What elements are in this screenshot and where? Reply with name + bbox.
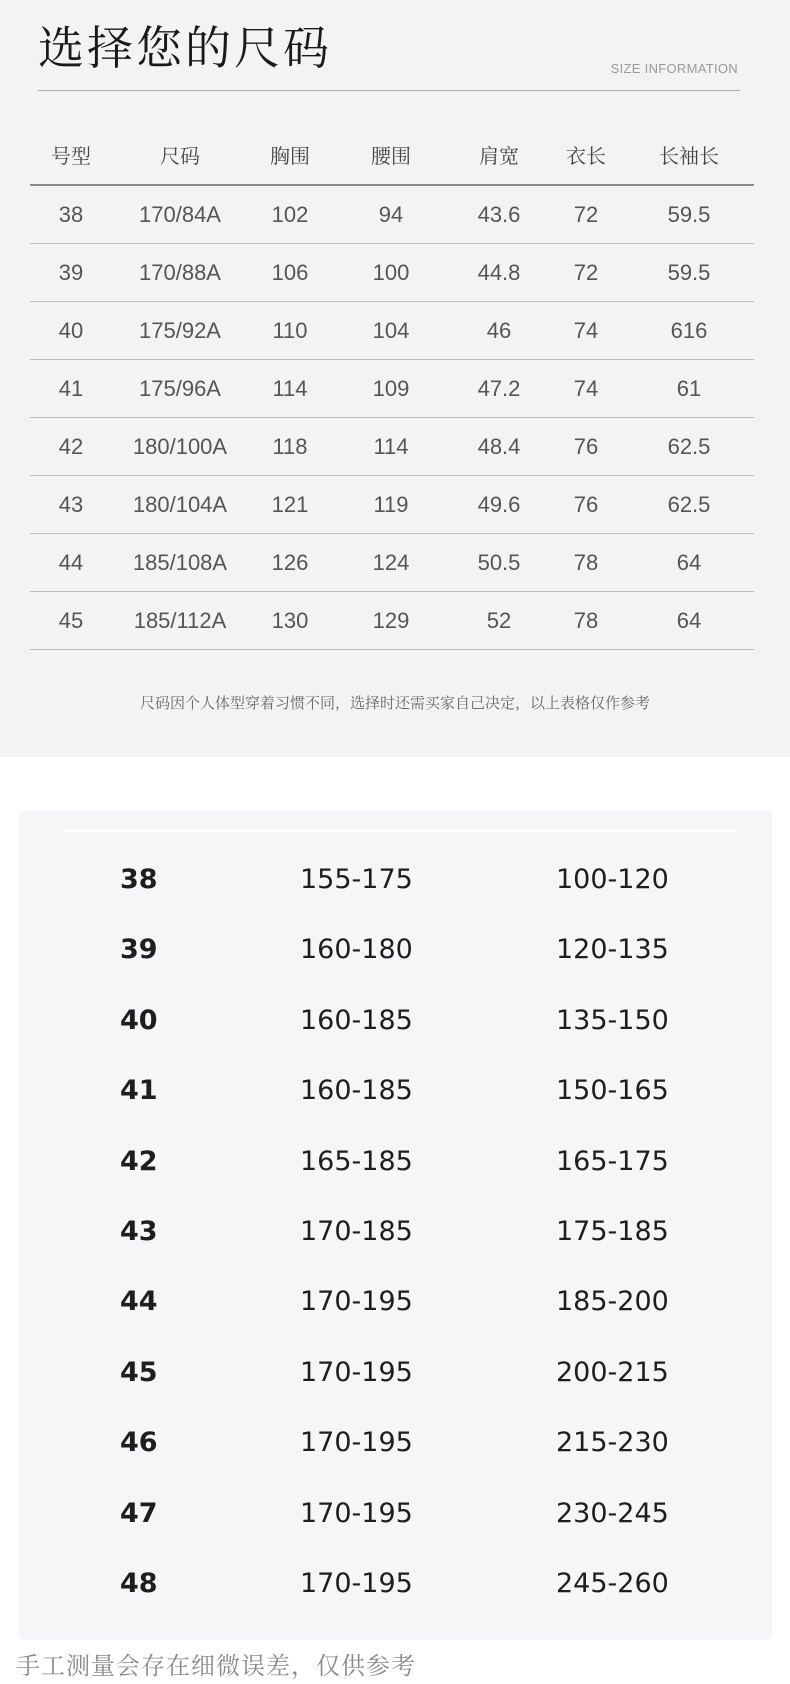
table-cell: 47.2	[450, 360, 548, 418]
table-cell: 59.5	[624, 185, 754, 244]
range-weight: 120-135	[556, 934, 669, 966]
table-row	[30, 592, 754, 650]
table-row	[30, 534, 754, 592]
table-cell: 50.5	[450, 534, 548, 592]
column-header: 衣长	[548, 124, 624, 185]
range-height: 165-185	[300, 1145, 413, 1177]
table-cell: 170/84A	[112, 185, 248, 244]
table-cell: 62.5	[624, 476, 754, 534]
table-cell: 76	[548, 418, 624, 476]
column-header: 号型	[30, 124, 112, 185]
column-header: 长袖长	[624, 124, 754, 185]
table-cell: 78	[548, 592, 624, 650]
page-subtitle: SIZE INFORMATION	[610, 61, 738, 76]
list-item	[0, 915, 790, 985]
table-cell: 180/104A	[112, 476, 248, 534]
range-size: 48	[120, 1568, 158, 1599]
table-cell: 78	[548, 534, 624, 592]
range-size: 44	[120, 1286, 158, 1318]
list-item	[0, 1549, 790, 1619]
table-cell: 49.6	[450, 476, 548, 534]
range-height: 155-175	[300, 864, 413, 895]
table-cell: 124	[332, 534, 450, 592]
table-cell: 64	[624, 534, 754, 592]
range-weight: 245-260	[556, 1568, 669, 1599]
table-cell: 72	[548, 244, 624, 302]
table-cell: 43.6	[450, 185, 548, 244]
table-cell: 129	[332, 592, 450, 650]
table-row	[30, 244, 754, 302]
size-chart-table	[30, 124, 754, 650]
range-height: 170-195	[300, 1286, 413, 1318]
range-divider	[62, 830, 738, 832]
range-size: 41	[120, 1075, 158, 1107]
table-row	[30, 476, 754, 534]
range-size: 42	[120, 1145, 158, 1177]
range-size: 47	[120, 1497, 158, 1529]
table-cell: 616	[624, 302, 754, 360]
list-item	[0, 1408, 790, 1478]
list-item	[0, 1338, 790, 1408]
table-cell: 170/88A	[112, 244, 248, 302]
range-size: 38	[120, 864, 158, 895]
range-height: 170-195	[300, 1356, 413, 1388]
table-row	[30, 302, 754, 360]
column-header: 胸围	[248, 124, 332, 185]
table-row	[30, 360, 754, 418]
table-cell: 52	[450, 592, 548, 650]
column-header: 尺码	[112, 124, 248, 185]
range-height: 160-180	[300, 934, 413, 966]
table-cell: 175/96A	[112, 360, 248, 418]
table-cell: 46	[450, 302, 548, 360]
table-cell: 41	[30, 360, 112, 418]
list-item	[0, 1127, 790, 1197]
range-weight: 175-185	[556, 1216, 669, 1247]
table-cell: 94	[332, 185, 450, 244]
range-height: 160-185	[300, 1075, 413, 1107]
table-cell: 38	[30, 185, 112, 244]
table-cell: 40	[30, 302, 112, 360]
table-cell: 106	[248, 244, 332, 302]
table-cell: 110	[248, 302, 332, 360]
table-cell: 42	[30, 418, 112, 476]
table-cell: 74	[548, 302, 624, 360]
column-header: 肩宽	[450, 124, 548, 185]
column-header: 腰围	[332, 124, 450, 185]
table-cell: 74	[548, 360, 624, 418]
list-item	[0, 1056, 790, 1126]
range-size: 46	[120, 1427, 158, 1459]
range-weight: 200-215	[556, 1356, 669, 1388]
list-item	[0, 1267, 790, 1337]
table-cell: 43	[30, 476, 112, 534]
table-cell: 121	[248, 476, 332, 534]
table-cell: 175/92A	[112, 302, 248, 360]
table-cell: 114	[248, 360, 332, 418]
range-weight: 185-200	[556, 1286, 669, 1318]
table-row	[30, 418, 754, 476]
range-weight: 150-165	[556, 1075, 669, 1107]
table-cell: 45	[30, 592, 112, 650]
table-row	[30, 185, 754, 244]
table-cell: 48.4	[450, 418, 548, 476]
table-header-row	[30, 124, 754, 185]
table-cell: 44	[30, 534, 112, 592]
page-title: 选择您的尺码	[38, 21, 332, 75]
list-item	[0, 986, 790, 1056]
range-height: 160-185	[300, 1004, 413, 1036]
range-weight: 100-120	[556, 864, 669, 895]
list-item	[0, 1197, 790, 1267]
table-cell: 180/100A	[112, 418, 248, 476]
range-size: 40	[120, 1004, 158, 1036]
table-cell: 59.5	[624, 244, 754, 302]
table-cell: 114	[332, 418, 450, 476]
range-height: 170-185	[300, 1216, 413, 1247]
range-height: 170-195	[300, 1568, 413, 1599]
table-cell: 118	[248, 418, 332, 476]
table-cell: 44.8	[450, 244, 548, 302]
table-cell: 102	[248, 185, 332, 244]
range-height: 170-195	[300, 1497, 413, 1529]
table-cell: 62.5	[624, 418, 754, 476]
table-cell: 126	[248, 534, 332, 592]
range-weight: 135-150	[556, 1004, 669, 1036]
table-cell: 76	[548, 476, 624, 534]
range-weight: 230-245	[556, 1497, 669, 1529]
table-cell: 185/112A	[112, 592, 248, 650]
table-cell: 39	[30, 244, 112, 302]
table-cell: 130	[248, 592, 332, 650]
size-info-panel	[0, 0, 790, 757]
range-size: 39	[120, 934, 158, 966]
title-divider	[38, 90, 740, 91]
list-item	[0, 1479, 790, 1549]
range-weight: 165-175	[556, 1145, 669, 1177]
table-cell: 64	[624, 592, 754, 650]
range-height: 170-195	[300, 1427, 413, 1459]
table-cell: 109	[332, 360, 450, 418]
measurement-note: 手工测量会存在细微误差，仅供参考	[16, 1652, 416, 1680]
list-item	[0, 845, 790, 915]
range-weight: 215-230	[556, 1427, 669, 1459]
size-footnote: 尺码因个人体型穿着习惯不同，选择时还需买家自己决定，以上表格仅作参考	[139, 694, 650, 712]
table-cell: 104	[332, 302, 450, 360]
table-cell: 100	[332, 244, 450, 302]
range-size: 43	[120, 1216, 158, 1247]
table-cell: 119	[332, 476, 450, 534]
table-cell: 185/108A	[112, 534, 248, 592]
table-cell: 72	[548, 185, 624, 244]
range-size: 45	[120, 1356, 158, 1388]
table-cell: 61	[624, 360, 754, 418]
